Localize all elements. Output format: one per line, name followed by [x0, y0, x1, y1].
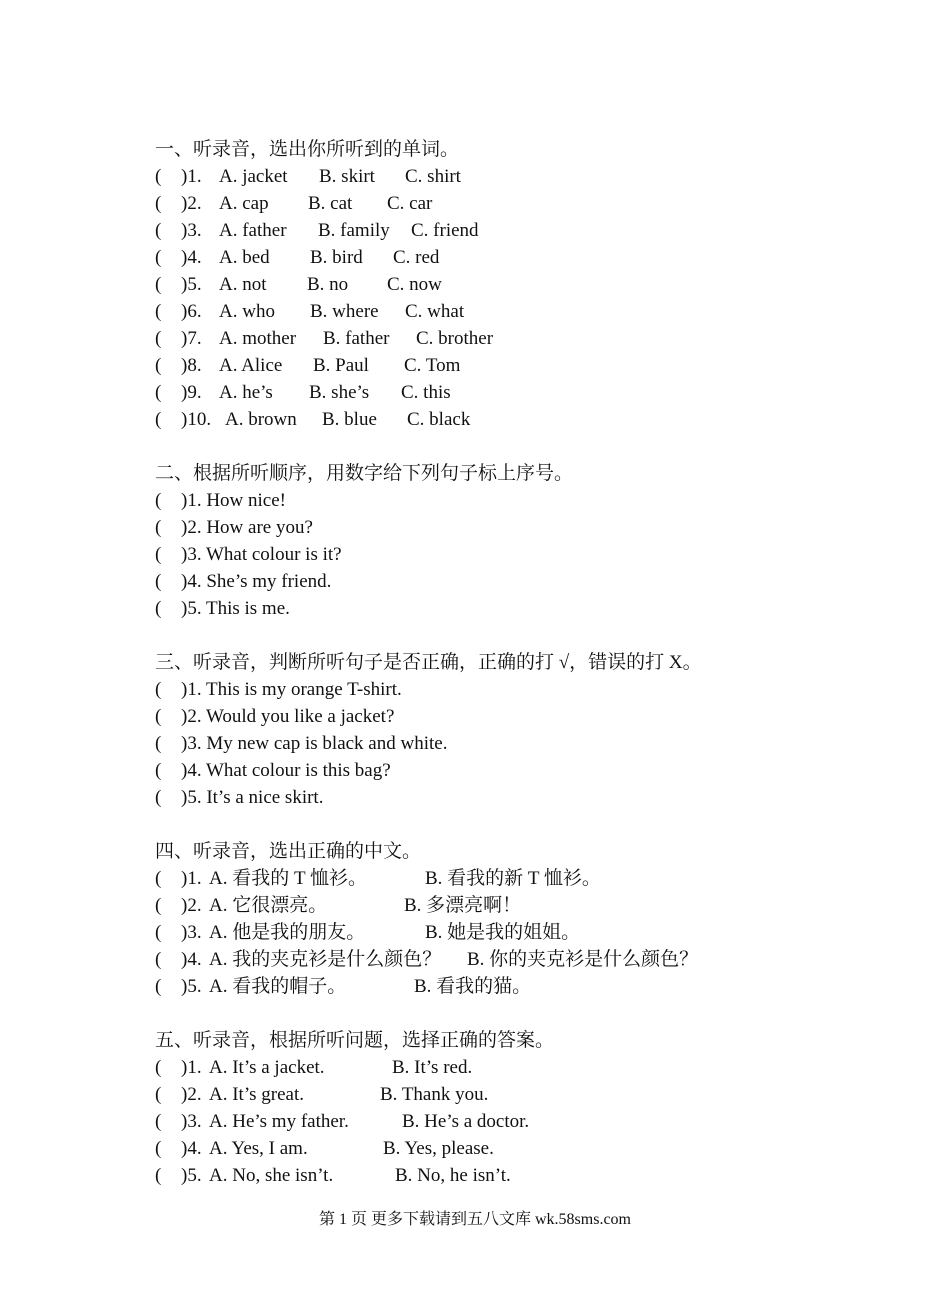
option-b: B. skirt: [319, 166, 375, 187]
option-a: A. brown: [225, 409, 297, 430]
section-5-title: 五、听录音，根据所听问题，选择正确的答案。: [155, 1030, 555, 1051]
section-3-question: ( )3. My new cap is black and white.: [155, 730, 855, 757]
section-2-question: ( )1. How nice!: [155, 487, 855, 514]
option-b: B. Yes, please.: [383, 1138, 494, 1159]
option-c: C. red: [393, 247, 440, 268]
option-a: A. He’s my father.: [209, 1111, 349, 1132]
section-2-question: ( )2. How are you?: [155, 514, 855, 541]
option-c: C. Tom: [404, 355, 461, 376]
section-1-question: ( )1. A. jacket B. skirt C. shirt: [155, 163, 855, 190]
option-b: B. 多漂亮啊！: [404, 895, 522, 916]
option-a: A. 看我的帽子。: [209, 976, 347, 997]
section-2-question: ( )3. What colour is it?: [155, 541, 855, 568]
option-a: A. Yes, I am.: [209, 1138, 308, 1159]
option-b: B. where: [310, 301, 379, 322]
section-1-question: ( )8. A. Alice B. Paul C. Tom: [155, 352, 855, 379]
option-a: A. 看我的 T 恤衫。: [209, 868, 367, 889]
answer-paren: (: [155, 274, 162, 295]
section-2-question: ( )4. She’s my friend.: [155, 568, 855, 595]
section-1-question: ( )9. A. he’s B. she’s C. this: [155, 379, 855, 406]
section-1-question: ( )3. A. father B. family C. friend: [155, 217, 855, 244]
option-a: A. No, she isn’t.: [209, 1165, 334, 1186]
answer-paren: (: [155, 895, 162, 916]
option-a: A. 它很漂亮。: [209, 895, 328, 916]
section-5-question: ( )5. A. No, she isn’t. B. No, he isn’t.: [155, 1162, 855, 1189]
answer-paren: (: [155, 1165, 162, 1186]
answer-paren: (: [155, 247, 162, 268]
option-c: C. now: [387, 274, 442, 295]
option-c: C. shirt: [405, 166, 461, 187]
answer-paren: (: [155, 868, 162, 889]
section-5-question: ( )2. A. It’s great. B. Thank you.: [155, 1081, 855, 1108]
section-3-question: ( )4. What colour is this bag?: [155, 757, 855, 784]
answer-paren: (: [155, 679, 162, 700]
section-3-question: ( )1. This is my orange T-shirt.: [155, 676, 855, 703]
section-5-question: ( )3. A. He’s my father. B. He’s a doctor.: [155, 1108, 855, 1135]
answer-paren: (: [155, 922, 162, 943]
option-c: C. what: [405, 301, 465, 322]
section-1-question: ( )6. A. who B. where C. what: [155, 298, 855, 325]
section-1-question: ( )7. A. mother B. father C. brother: [155, 325, 855, 352]
option-a: A. 他是我的朋友。: [209, 922, 366, 943]
section-2-title: 二、根据所听顺序，用数字给下列句子标上序号。: [155, 463, 574, 484]
option-c: C. this: [401, 382, 451, 403]
option-a: A. Alice: [219, 355, 283, 376]
answer-paren: (: [155, 328, 162, 349]
answer-paren: (: [155, 409, 162, 430]
answer-paren: (: [155, 733, 162, 754]
answer-paren: (: [155, 1084, 162, 1105]
option-c: C. car: [387, 193, 433, 214]
option-a: A. It’s great.: [209, 1084, 304, 1105]
answer-paren: (: [155, 166, 162, 187]
option-c: C. black: [407, 409, 471, 430]
option-b: B. No, he isn’t.: [395, 1165, 511, 1186]
answer-paren: (: [155, 301, 162, 322]
section-5-question: ( )1. A. It’s a jacket. B. It’s red.: [155, 1054, 855, 1081]
option-b: B. 她是我的姐姐。: [425, 922, 581, 943]
answer-paren: (: [155, 1111, 162, 1132]
section-1-question: ( )5. A. not B. no C. now: [155, 271, 855, 298]
option-b: B. Paul: [313, 355, 369, 376]
answer-paren: (: [155, 949, 162, 970]
option-a: A. who: [219, 301, 275, 322]
answer-paren: (: [155, 220, 162, 241]
section-4-question: ( )4. A. 我的夹克衫是什么颜色？ B. 你的夹克衫是什么颜色？: [155, 946, 855, 973]
answer-paren: (: [155, 355, 162, 376]
section-3-title: 三、听录音，判断所听句子是否正确，正确的打 √，错误的打 X。: [155, 652, 702, 673]
answer-paren: (: [155, 598, 162, 619]
option-b: B. bird: [310, 247, 363, 268]
option-b: B. she’s: [309, 382, 370, 403]
answer-paren: (: [155, 760, 162, 781]
option-a: A. mother: [219, 328, 297, 349]
option-a: A. 我的夹克衫是什么颜色？: [209, 949, 442, 970]
option-b: B. 看我的猫。: [414, 976, 532, 997]
answer-paren: (: [155, 1138, 162, 1159]
answer-paren: (: [155, 1057, 162, 1078]
option-a: A. he’s: [219, 382, 273, 403]
option-c: C. brother: [416, 328, 494, 349]
section-3-question: ( )2. Would you like a jacket?: [155, 703, 855, 730]
option-b: B. He’s a doctor.: [402, 1111, 530, 1132]
section-4-question: ( )1. A. 看我的 T 恤衫。 B. 看我的新 T 恤衫。: [155, 865, 855, 892]
section-3-question: ( )5. It’s a nice skirt.: [155, 784, 855, 811]
section-2-question: ( )5. This is me.: [155, 595, 855, 622]
option-b: B. Thank you.: [380, 1084, 489, 1105]
option-a: A. jacket: [219, 166, 288, 187]
option-a: A. It’s a jacket.: [209, 1057, 325, 1078]
option-b: B. It’s red.: [392, 1057, 473, 1078]
option-a: A. bed: [219, 247, 270, 268]
section-4-question: ( )2. A. 它很漂亮。 B. 多漂亮啊！: [155, 892, 855, 919]
section-4-title: 四、听录音，选出正确的中文。: [155, 841, 422, 862]
option-c: C. friend: [411, 220, 479, 241]
option-a: A. cap: [219, 193, 269, 214]
answer-paren: (: [155, 382, 162, 403]
option-b: B. cat: [308, 193, 353, 214]
answer-paren: (: [155, 193, 162, 214]
option-b: B. 看我的新 T 恤衫。: [425, 868, 601, 889]
option-b: B. father: [323, 328, 390, 349]
answer-paren: (: [155, 517, 162, 538]
option-b: B. no: [307, 274, 349, 295]
page-footer: 第 1 页 更多下载请到五八文库 wk.58sms.com: [318, 1211, 631, 1228]
option-a: A. not: [219, 274, 267, 295]
section-4-question: ( )5. A. 看我的帽子。 B. 看我的猫。: [155, 973, 855, 1000]
option-b: B. 你的夹克衫是什么颜色？: [467, 949, 699, 970]
option-b: B. blue: [322, 409, 377, 430]
worksheet: [155, 136, 855, 1189]
option-b: B. family: [318, 220, 390, 241]
section-1-question: ( )2. A. cap B. cat C. car: [155, 190, 855, 217]
section-4-question: ( )3. A. 他是我的朋友。 B. 她是我的姐姐。: [155, 919, 855, 946]
section-1-question: ( )4. A. bed B. bird C. red: [155, 244, 855, 271]
answer-paren: (: [155, 544, 162, 565]
answer-paren: (: [155, 490, 162, 511]
option-a: A. father: [219, 220, 287, 241]
section-5-question: ( )4. A. Yes, I am. B. Yes, please.: [155, 1135, 855, 1162]
section-1-title: 一、听录音，选出你所听到的单词。: [155, 139, 460, 160]
answer-paren: (: [155, 976, 162, 997]
answer-paren: (: [155, 706, 162, 727]
section-1-question: ( )10. A. brown B. blue C. black: [155, 406, 855, 433]
answer-paren: (: [155, 787, 162, 808]
answer-paren: (: [155, 571, 162, 592]
